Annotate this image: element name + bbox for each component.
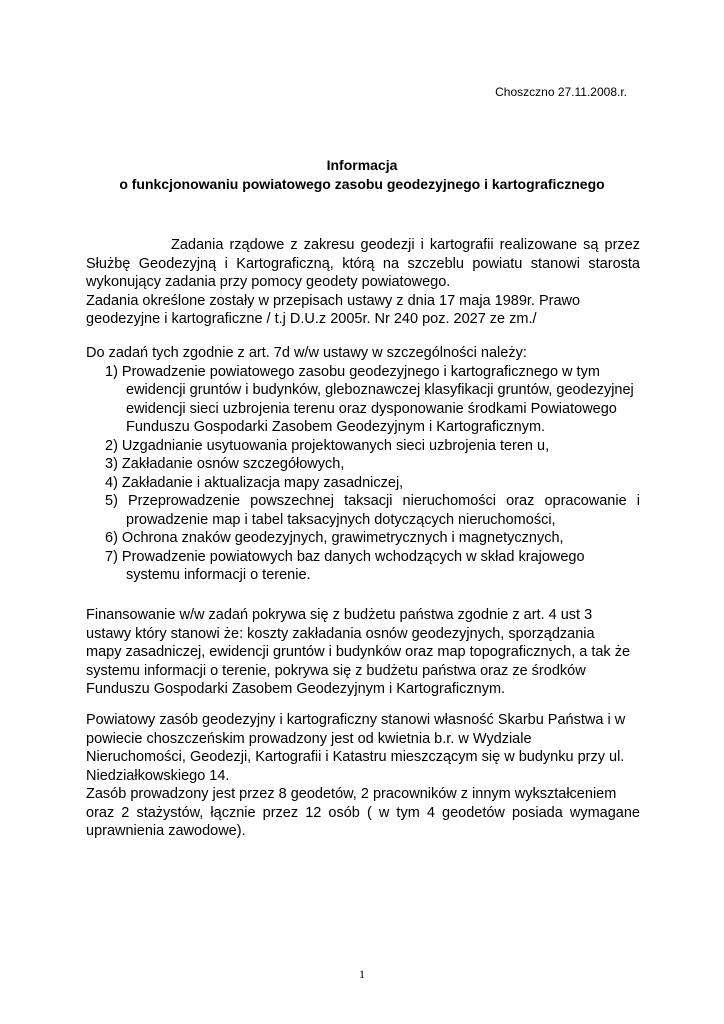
title-line-2: o funkcjonowaniu powiatowego zasobu geodezyjnego i kartograficznego xyxy=(119,176,605,192)
resource-paragraph xyxy=(86,711,640,841)
duty-item-6: 6) Ochrona znaków geodezyjnych, grawimetrycznych i magnetycznych, xyxy=(105,530,564,546)
duties-section xyxy=(86,344,640,585)
financing-line-5: Funduszu Gospodarki Zasobem Geodezyjnym i Kartograficznym. xyxy=(86,681,506,697)
resource-line-6: oraz 2 stażystów, łącznie przez 12 osób ( w tym 4 geodetów posiada wymagane xyxy=(86,804,640,821)
page-number: 1 xyxy=(359,967,365,981)
resource-line-3: Nieruchomości, Geodezji, Kartografii i Katastru mieszczącym się w budynku przy ul. xyxy=(86,749,625,765)
intro-line-3: wykonujący zadania przy pomocy geodety powiatowego. xyxy=(86,274,451,290)
financing-line-4: systemu informacji o terenie, pokrywa się z budżetu państwa oraz ze środków xyxy=(86,662,586,679)
resource-line-5: Zasób prowadzony jest przez 8 geodetów, 2 pracowników z innym wykształceniem xyxy=(86,786,617,802)
intro-line-1: Zadania rządowe z zakresu geodezji i kartografii realizowane są przez xyxy=(171,237,640,253)
duty-item-7: 7) Prowadzenie powiatowych baz danych wchodzących w skład krajowego systemu informacji o terenie. xyxy=(105,548,585,583)
financing-line-2: ustawy który stanowi że: koszty zakładania osnów geodezyjnych, sporządzania xyxy=(86,625,595,642)
duty-item-5: 5) Przeprowadzenie powszechnej taksacji nieruchomości oraz opracowanie i prowadzenie map i tabel taksacyjnych dotyczących nieruchomości, xyxy=(105,493,640,528)
intro-paragraph xyxy=(86,236,640,329)
document-title xyxy=(0,156,724,194)
resource-line-1: Powiatowy zasób geodezyjny i kartograficzny stanowi własność Skarbu Państwa i w xyxy=(86,712,626,728)
intro-line-5: geodezyjne i kartograficzne / t.j D.U.z 2005r. Nr 240 poz. 2027 ze zm./ xyxy=(86,311,537,327)
financing-paragraph xyxy=(86,606,640,699)
duties-lead: Do zadań tych zgodnie z art. 7d w/w ustawy w szczególności należy: xyxy=(86,345,527,361)
title-line-1: Informacja xyxy=(326,157,398,173)
dateline: Choszczno 27.11.2008.r. xyxy=(495,85,627,99)
resource-line-2: powiecie choszczeńskim prowadzony jest od kwietnia b.r. w Wydziale xyxy=(86,730,532,747)
duty-item-2: 2) Uzgadnianie usytuowania projektowanych sieci uzbrojenia teren u, xyxy=(105,437,550,454)
resource-line-4: Niedziałkowskiego 14. xyxy=(86,767,230,784)
intro-line-4: Zadania określone zostały w przepisach ustawy z dnia 17 maja 1989r. Prawo xyxy=(86,292,581,309)
duties-list xyxy=(86,363,640,585)
resource-line-7: uprawnienia zawodowe). xyxy=(86,823,246,839)
financing-line-1: Finansowanie w/w zadań pokrywa się z budżetu państwa zgodnie z art. 4 ust 3 xyxy=(86,607,593,623)
financing-line-3: mapy zasadniczej, ewidencji gruntów i budynków oraz map topograficznych, a tak że xyxy=(86,644,631,660)
duty-item-3: 3) Zakładanie osnów szczegółowych, xyxy=(105,456,345,472)
duty-item-4: 4) Zakładanie i aktualizacja mapy zasadniczej, xyxy=(105,474,404,491)
intro-line-2: Służbę Geodezyjną i Kartograficzną, którą na szczeblu powiatu stanowi starosta xyxy=(86,255,640,272)
duty-item-1: 1) Prowadzenie powiatowego zasobu geodezyjnego i kartograficznego w tym ewidencji gruntów i budynków, gleboznawczej klasyfikacji gruntów, geodezyjnej ewidencji sieci uzbrojenia terenu oraz dysponowanie środkami Powiatowego Funduszu Gospodarki Zasobem Geodezyjnym i Kartograficznym. xyxy=(105,363,634,435)
